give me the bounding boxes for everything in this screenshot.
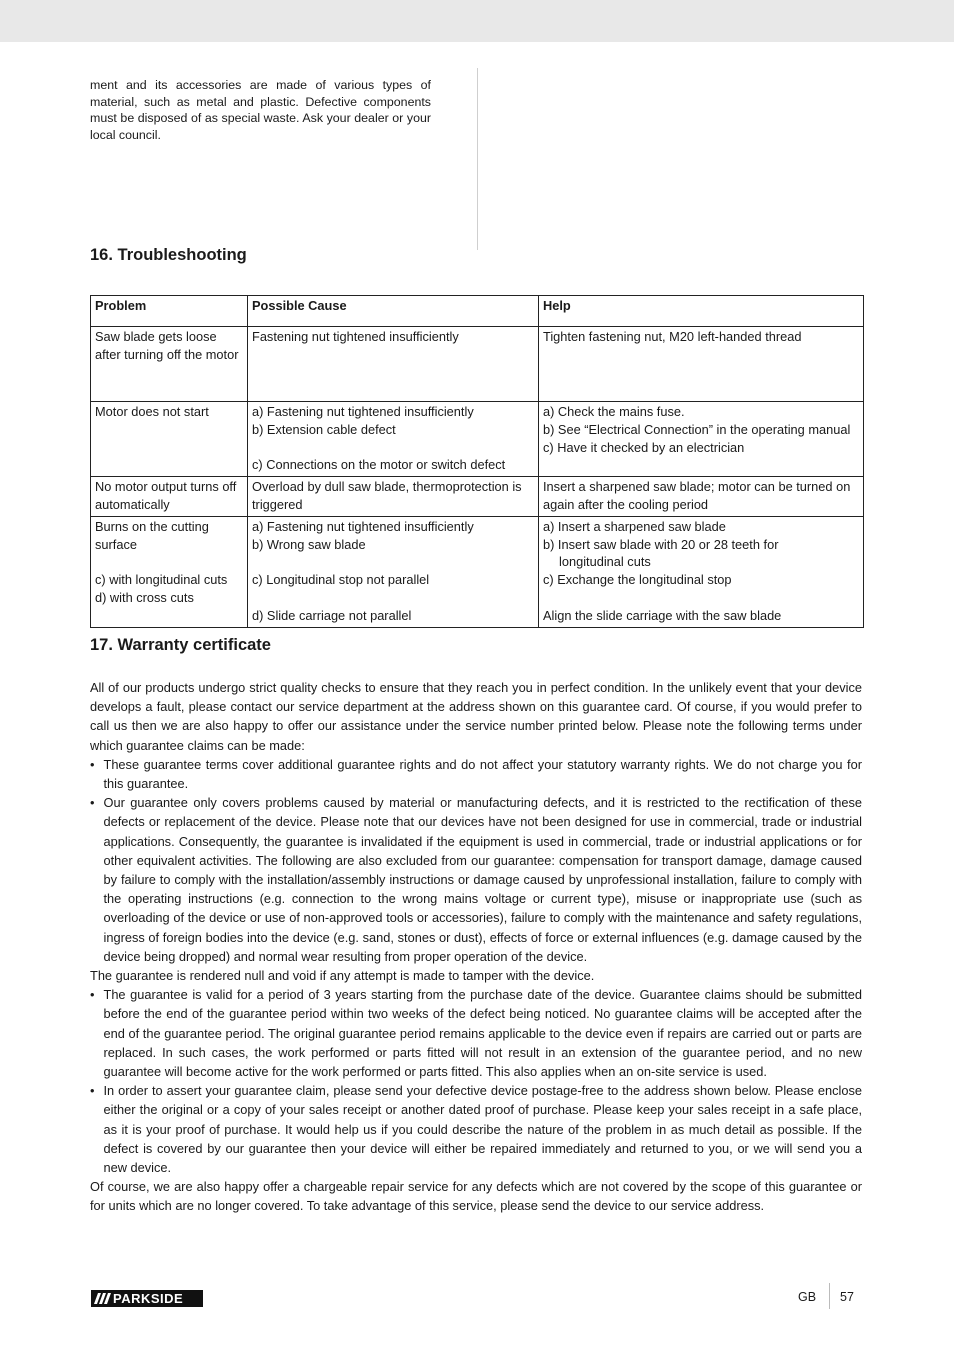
cell-text: Insert a sharpened saw blade; motor can be turned on again after the cooling period (543, 479, 851, 512)
help-cell (539, 327, 864, 402)
cell-text: b) Wrong saw blade (252, 536, 366, 552)
help-cell (539, 477, 864, 517)
logo-text: PARKSIDE (113, 1291, 184, 1306)
table-row (91, 327, 864, 402)
warranty-closing: Of course, we are also happy offer a chargeable repair service for any defects which are not covered by the scope of this guarantee or for units which are no longer covered. To take advantage of this service, please send the device to our service address. (90, 1179, 862, 1214)
table-header-row (91, 296, 864, 327)
cell-text: c) with longitudinal cuts (95, 572, 228, 588)
cell-text: d) Slide carriage not parallel (252, 607, 412, 623)
list-item-text: These guarantee terms cover additional guarantee rights and do not affect your statutory warranty rights. We do not charge you for this guarantee. (103, 756, 862, 792)
cell-text: c) Have it checked by an electrician (543, 439, 745, 455)
cell-spacer (252, 589, 534, 607)
warranty-heading: 17. Warranty certificate (90, 636, 271, 654)
cause-cell (248, 516, 539, 627)
warranty-body (90, 678, 862, 1216)
cell-text: a) Check the mains fuse. (543, 404, 685, 419)
problem-cell (91, 402, 248, 477)
cell-spacer (543, 589, 859, 607)
list-item (90, 985, 862, 1081)
page-number: 57 (840, 1290, 854, 1304)
column-header-help: Help (539, 296, 864, 327)
cell-text: Motor does not start (95, 404, 209, 419)
cell-spacer (95, 553, 243, 571)
logo-stripes-icon (91, 1290, 113, 1307)
warranty-claims-list (90, 985, 862, 1177)
cell-text: a) Fastening nut tightened insufficiently (252, 518, 474, 534)
cause-cell (248, 402, 539, 477)
table-row (91, 477, 864, 517)
bullet-icon: • (90, 795, 95, 811)
footer-divider (829, 1283, 830, 1309)
cell-text: d) with cross cuts (95, 589, 194, 605)
help-cell (539, 516, 864, 627)
list-item-text: The guarantee is valid for a period of 3 years starting from the purchase date of the device. Guarantee claims should be submitted before the end of the guarantee period within two weeks of the defect being noticed. No guarantee claims will be accepted after the end of the guarantee period. The original guarantee period remains applicable to the device even if repairs are carried out or parts are replaced. In such cases, the work performed or parts fitted will not result in an extension of the guarantee period, and no new guarantee will become active for the work performed or parts fitted. This also applies when an on-site service is used. (103, 987, 862, 1080)
problem-cell (91, 516, 248, 627)
column-header-problem: Problem (91, 296, 248, 327)
warranty-intro: All of our products undergo strict quality checks to ensure that they reach you in perfect condition. In the unlikely event that your device develops a fault, please contact our service department at the address shown on this guarantee card. Of course, if you would prefer to call us then we are also happy to offer our assistance under the service number printed below. Please note the following terms under which guarantee claims can be made: (90, 680, 862, 753)
troubleshooting-table (90, 295, 864, 628)
cause-cell (248, 327, 539, 402)
cell-text: Fastening nut tightened insufficiently (252, 329, 459, 344)
list-item-text: Our guarantee only covers problems caused by material or manufacturing defects, and it is restricted to the rectification of these defects or replacement of the device. Please note that our devices have not been designed for use in commercial, trade or industrial applications. Consequently, the guarantee is invalidated if the equipment is used in commercial, trade or industrial applications or for other equivalent activities. The following are also excluded from our guarantee: compensation for transport damage, damage caused by failure to comply with the installation/assembly instructions or damage caused by unprofessional installation, failure to comply with the operating instructions (e.g. connection to the wrong mains voltage or current type), misuse or inappropriate use (such as overloading of the device or use of non-approved tools or accessories), failure to comply with the maintenance and safety regulations, ingress of foreign bodies into the device (e.g. sand, stones or dust), effects of force or external influences (e.g. damage caused by the device being dropped) and normal wear resulting from proper operation of the device. (103, 795, 862, 964)
column-header-cause: Possible Cause (248, 296, 539, 327)
list-item-text: In order to assert your guarantee claim, please send your defective device postage-free to the address shown below. Please enclose either the original or a copy of your sales receipt or another dated proof of purchase. Please keep your sales receipt in a safe place, as it is your proof of purchase. It would help us if you could describe the nature of the problem in as much detail as possible. If the defect is covered by our guarantee then your device will either be repaired immediately and returned to you, or we will send you a new device. (103, 1083, 862, 1176)
cell-text: b) Extension cable defect (252, 421, 396, 437)
parkside-logo (91, 1290, 203, 1307)
cell-text: c) Connections on the motor or switch defect (252, 457, 506, 473)
cell-text: Tighten fastening nut, M20 left-handed thread (543, 329, 802, 344)
top-band (0, 0, 954, 42)
cell-text: Overload by dull saw blade, thermoprotection is triggered (252, 479, 522, 512)
cell-text: a) Insert a sharpened saw blade (543, 518, 726, 534)
cell-text: b) Insert saw blade with 20 or 28 teeth for (543, 536, 779, 552)
problem-cell (91, 477, 248, 517)
troubleshooting-heading: 16. Troubleshooting (90, 246, 247, 264)
cell-text: c) Longitudinal stop not parallel (252, 572, 430, 588)
page-footer (0, 1280, 954, 1320)
problem-cell (91, 327, 248, 402)
column-divider (477, 68, 478, 250)
bullet-icon: • (90, 987, 95, 1003)
warranty-terms-list (90, 755, 862, 966)
cell-text: Align the slide carriage with the saw blade (543, 607, 782, 623)
bullet-icon: • (90, 756, 95, 772)
cell-text: Saw blade gets loose after turning off the motor (95, 329, 239, 362)
list-item (90, 793, 862, 966)
cell-text: a) Fastening nut tightened insufficiently (252, 404, 474, 419)
null-void-note: The guarantee is rendered null and void if any attempt is made to tamper with the device. (90, 968, 595, 984)
cell-text: c) Exchange the longitudinal stop (543, 572, 732, 588)
list-item (90, 755, 862, 793)
language-code: GB (798, 1290, 817, 1304)
cell-spacer (252, 553, 534, 571)
cell-text: b) See “Electrical Connection” in the operating manual (543, 421, 851, 437)
cell-spacer (252, 439, 534, 457)
intro-paragraph: ment and its accessories are made of various types of material, such as metal and plastic. Defective components must be disposed of as special waste. Ask your dealer or your local council. (90, 78, 431, 142)
table-row (91, 516, 864, 627)
cell-text: No motor output turns off automatically (95, 479, 237, 512)
list-item (90, 1081, 862, 1177)
cell-text: Burns on the cutting surface (95, 518, 209, 552)
table-row (91, 402, 864, 477)
cell-text: longitudinal cuts (559, 554, 651, 570)
cause-cell (248, 477, 539, 517)
help-cell (539, 402, 864, 477)
bullet-icon: • (90, 1083, 95, 1099)
